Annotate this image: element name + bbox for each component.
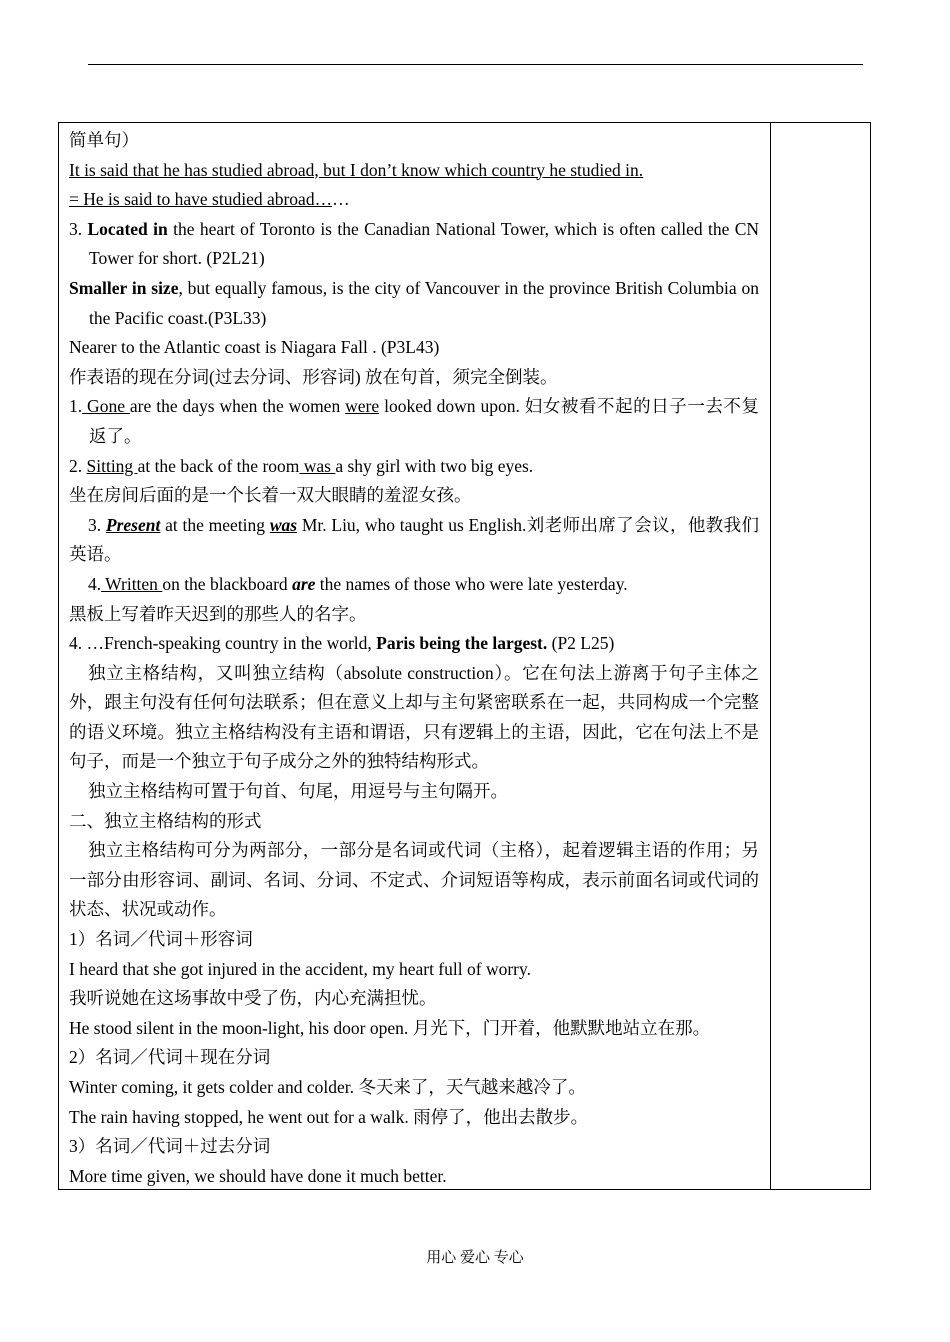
text-line: 独立主格结构可置于句首、句尾，用逗号与主句隔开。: [88, 781, 508, 802]
section-heading: 二、独立主格结构的形式: [69, 810, 262, 831]
text-line: 我听说她在这场事故中受了伤，内心充满担忧。: [69, 988, 437, 1009]
text-line: I heard that she got injured in the accident, my heart full of worry.: [69, 958, 531, 979]
text-line: 4. …French-speaking country in the world, Paris being the largest. (P2 L25): [69, 633, 615, 654]
text-line: It is said that he has studied abroad, but I don’t know which country he studied in.: [69, 159, 644, 180]
text-line: Smaller in size, but equally famous, is the city of Vancouver in the province British Columbia on the Pacific coast.(P3L33): [69, 277, 759, 328]
page-footer: 用心 爱心 专心: [426, 1250, 524, 1266]
text-line: 黑板上写着昨天迟到的那些人的名字。: [69, 603, 367, 624]
text-line: 4. Written on the blackboard are the names of those who were late yesterday.: [88, 573, 628, 594]
text-line: = He is said to have studied abroad……: [69, 189, 350, 210]
subheading: 3）名词／代词＋过去分词: [69, 1136, 271, 1157]
text-line: 简单句）: [69, 130, 139, 150]
text-line: 作表语的现在分词(过去分词、形容词) 放在句首，须完全倒装。: [69, 366, 558, 387]
text-line: 3. Present at the meeting was Mr. Liu, who taught us English.刘老师出席了会议，他教我们英语。: [69, 514, 760, 565]
text-line: 坐在房间后面的是一个长着一双大眼睛的羞涩女孩。: [69, 485, 472, 506]
text-line: More time given, we should have done it much better.: [69, 1165, 447, 1186]
text-line: 1. Gone are the days when the women were looked down upon. 妇女被看不起的日子一去不复返了。: [69, 396, 759, 446]
main-cell: [69, 126, 759, 1191]
header-rule: [88, 64, 863, 65]
text-line: The rain having stopped, he went out for a walk. 雨停了，他出去散步。: [69, 1106, 589, 1127]
subheading: 2）名词／代词＋现在分词: [69, 1047, 271, 1068]
paragraph: 独立主格结构可分为两部分，一部分是名词或代词（主格），起着逻辑主语的作用；另一部分由形容词、副词、名词、分词、不定式、介词短语等构成，表示前面名词或代词的状态、状况或动作。: [69, 840, 759, 920]
text-line: Nearer to the Atlantic coast is Niagara Fall . (P3L43): [69, 337, 440, 358]
text-line: 2. Sitting at the back of the room was a shy girl with two big eyes.: [69, 455, 534, 476]
paragraph: 独立主格结构，又叫独立结构（absolute construction）。它在句法上游离于句子主体之外，跟主句没有任何句法联系；但在意义上却与主句紧密联系在一起，共同构成一个完整的语义环境。独立主格结构没有主语和谓语，只有逻辑上的主语，因此，它在句法上不是句子，而是一个独立于句子成分之外的独特结构形式。: [69, 662, 759, 772]
column-divider: [770, 123, 771, 1189]
content-table: [58, 122, 871, 1190]
subheading: 1）名词／代词＋形容词: [69, 929, 253, 950]
text-line: He stood silent in the moon-light, his door open. 月光下，门开着，他默默地站立在那。: [69, 1017, 711, 1038]
text-line: Winter coming, it gets colder and colder. 冬天来了，天气越来越冷了。: [69, 1077, 586, 1097]
text-line: 3. Located in the heart of Toronto is the Canadian National Tower, which is often called the CN Tower for short. (P2L21): [69, 218, 760, 269]
